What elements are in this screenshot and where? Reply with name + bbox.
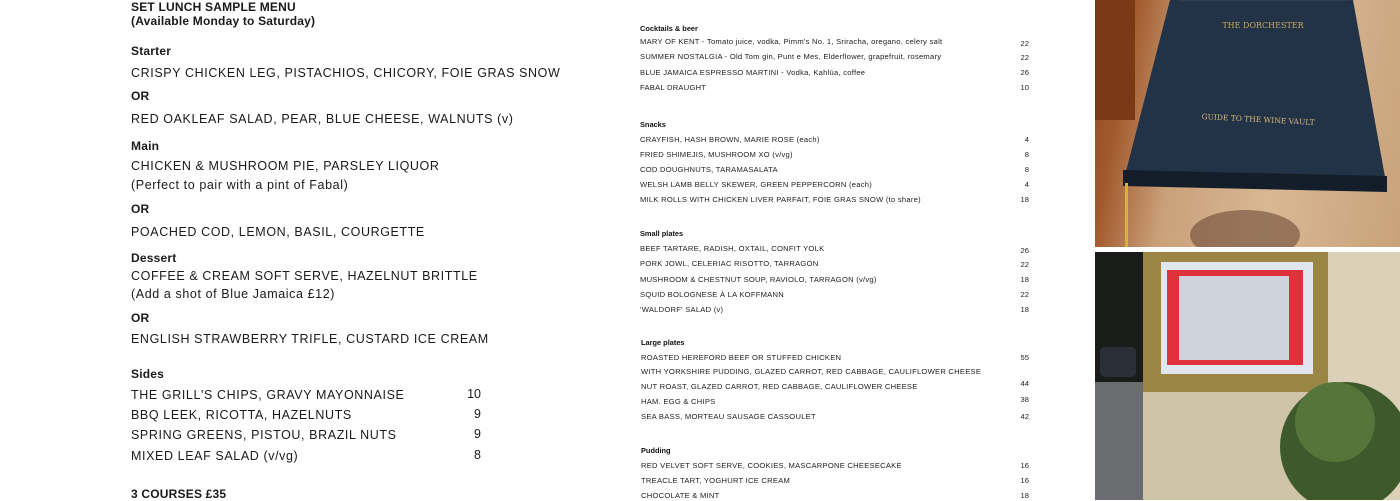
side-item-price: 10 bbox=[467, 387, 481, 401]
side-item-name: SPRING GREENS, PISTOU, BRAZIL NUTS bbox=[131, 428, 397, 442]
menu-item-name: RED VELVET SOFT SERVE, COOKIES, MASCARPONE CHEESECAKE bbox=[641, 461, 902, 470]
menu-item-name: TREACLE TART, YOGHURT ICE CREAM bbox=[641, 476, 791, 485]
menu-item-price: 22 bbox=[1020, 260, 1029, 269]
menu-item: CHICKEN & MUSHROOM PIE, PARSLEY LIQUOR bbox=[131, 159, 440, 173]
menu-item: ENGLISH STRAWBERRY TRIFLE, CUSTARD ICE CREAM bbox=[131, 332, 489, 346]
section-heading: Pudding bbox=[641, 446, 671, 455]
menu-item-name: SQUID BOLOGNESE À LA KOFFMANN bbox=[640, 290, 784, 299]
menu-item-name: BLUE JAMAICA ESPRESSO MARTINI - Vodka, Kahlúa, coffee bbox=[640, 68, 866, 77]
menu-item-price: 22 bbox=[1020, 290, 1029, 299]
section-heading: OR bbox=[131, 202, 150, 216]
set-lunch-subtitle: (Available Monday to Saturday) bbox=[131, 14, 316, 28]
side-item-price: 9 bbox=[474, 407, 481, 421]
menu-item-price: 55 bbox=[1020, 353, 1029, 362]
section-heading: OR bbox=[131, 311, 150, 325]
menu-item-name: FRIED SHIMEJIS, MUSHROOM XO (v/vg) bbox=[640, 150, 793, 159]
wine-book-brand: THE DORCHESTER bbox=[1222, 21, 1304, 30]
menu-item-name: COD DOUGHNUTS, TARAMASALATA bbox=[640, 165, 778, 174]
menu-item: (Perfect to pair with a pint of Fabal) bbox=[131, 178, 349, 192]
section-heading: Starter bbox=[131, 44, 172, 58]
menu-item-price: 18 bbox=[1020, 275, 1029, 284]
menu-item-price: 8 bbox=[1024, 150, 1029, 159]
section-heading: Snacks bbox=[640, 120, 666, 129]
menu-item-price: 42 bbox=[1020, 412, 1029, 421]
menu-item-price: 4 bbox=[1024, 180, 1029, 189]
section-heading: Small plates bbox=[640, 229, 684, 238]
menu-item-name: MUSHROOM & CHESTNUT SOUP, RAVIOLO, TARRAGON (v/vg) bbox=[640, 275, 877, 284]
menu-item-name: PORK JOWL, CELERIAC RISOTTO, TARRAGON bbox=[640, 259, 819, 268]
menu-item: COFFEE & CREAM SOFT SERVE, HAZELNUT BRITTLE bbox=[131, 269, 478, 283]
menu-item-name: NUT ROAST, GLAZED CARROT, RED CABBAGE, CAULIFLOWER CHEESE bbox=[641, 382, 918, 391]
menu-item-price: 18 bbox=[1020, 305, 1029, 314]
menu-item-price: 22 bbox=[1020, 39, 1029, 48]
menu-item-name: BEEF TARTARE, RADISH, OXTAIL, CONFIT YOLK bbox=[640, 244, 825, 253]
menu-item-name: WELSH LAMB BELLY SKEWER, GREEN PEPPERCORN (each) bbox=[640, 180, 872, 189]
menu-item-name: WITH YORKSHIRE PUDDING, GLAZED CARROT, RED CABBAGE, CAULIFLOWER CHEESE bbox=[641, 367, 982, 376]
menu-item: POACHED COD, LEMON, BASIL, COURGETTE bbox=[131, 225, 425, 239]
side-item-name: MIXED LEAF SALAD (v/vg) bbox=[131, 449, 299, 463]
menu-item-name: MILK ROLLS WITH CHICKEN LIVER PARFAIT, FOIE GRAS SNOW (to share) bbox=[640, 195, 921, 204]
set-lunch-title: SET LUNCH SAMPLE MENU bbox=[131, 0, 296, 14]
side-item-name: THE GRILL'S CHIPS, GRAVY MAYONNAISE bbox=[131, 388, 405, 402]
wine-book-photo bbox=[1095, 0, 1400, 247]
menu-item-price: 4 bbox=[1024, 135, 1029, 144]
menu-item-price: 16 bbox=[1020, 476, 1029, 485]
menu-item-price: 8 bbox=[1024, 165, 1029, 174]
menu-item-name: CRAYFISH, HASH BROWN, MARIE ROSE (each) bbox=[640, 135, 820, 144]
menu-item-price: 16 bbox=[1020, 461, 1029, 470]
section-heading: OR bbox=[131, 89, 150, 103]
menu-item-name: CHOCOLATE & MINT bbox=[641, 491, 720, 500]
side-item-price: 8 bbox=[474, 448, 481, 462]
menu-item-price: 26 bbox=[1020, 68, 1029, 77]
section-heading: Sides bbox=[131, 367, 165, 381]
menu-item-name: 'WALDORF' SALAD (v) bbox=[640, 305, 724, 314]
menu-item-price: 26 bbox=[1020, 246, 1029, 255]
menu-item-name: SEA BASS, MORTEAU SAUSAGE CASSOULET bbox=[641, 412, 816, 421]
menu-item: RED OAKLEAF SALAD, PEAR, BLUE CHEESE, WALNUTS (v) bbox=[131, 112, 514, 126]
menu-item-name: HAM. EGG & CHIPS bbox=[641, 397, 716, 406]
set-lunch-price: 3 COURSES £35 bbox=[131, 487, 227, 501]
menu-item-name: MARY OF KENT - Tomato juice, vodka, Pimm's No. 1, Sriracha, oregano, celery salt bbox=[640, 37, 943, 46]
menu-item-price: 38 bbox=[1020, 395, 1029, 404]
menu-item-name: FABAL DRAUGHT bbox=[640, 83, 707, 92]
menu-item: (Add a shot of Blue Jamaica £12) bbox=[131, 287, 336, 301]
menu-item-price: 44 bbox=[1020, 379, 1029, 388]
menu-item-price: 18 bbox=[1020, 491, 1029, 500]
menu-item-name: ROASTED HEREFORD BEEF OR STUFFED CHICKEN bbox=[641, 353, 842, 362]
side-item-price: 9 bbox=[474, 427, 481, 441]
menu-item-price: 10 bbox=[1020, 83, 1029, 92]
menu-item-name: SUMMER NOSTALGIA - Old Tom gin, Punt e Mes, Elderflower, grapefruit, rosemary bbox=[640, 52, 942, 61]
menu-item-price: 22 bbox=[1020, 53, 1029, 62]
section-heading: Dessert bbox=[131, 251, 177, 265]
section-heading: Large plates bbox=[641, 338, 685, 347]
section-heading: Main bbox=[131, 139, 160, 153]
section-heading: Cocktails & beer bbox=[640, 24, 698, 33]
menu-display-photo bbox=[1095, 252, 1400, 500]
side-item-name: BBQ LEEK, RICOTTA, HAZELNUTS bbox=[131, 408, 352, 422]
wine-book-title: GUIDE TO THE WINE VAULT bbox=[1201, 112, 1315, 127]
menu-item-price: 18 bbox=[1020, 195, 1029, 204]
menu-item: CRISPY CHICKEN LEG, PISTACHIOS, CHICORY, FOIE GRAS SNOW bbox=[131, 66, 561, 80]
